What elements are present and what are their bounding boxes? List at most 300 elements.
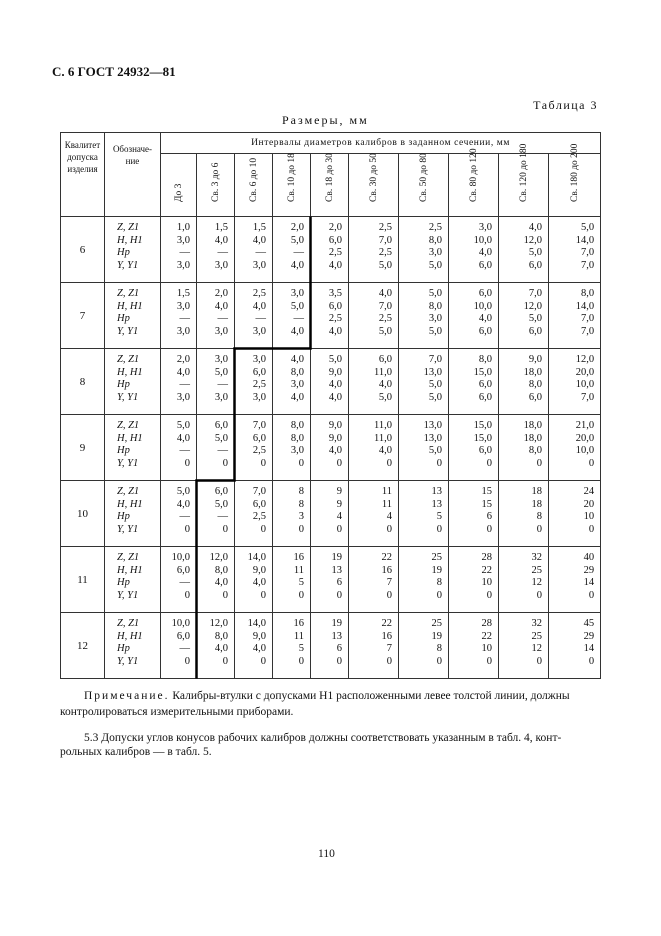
designation-label: H, H1 — [117, 498, 143, 510]
value: 3,0 — [428, 313, 442, 324]
value: 4,0 — [378, 379, 392, 390]
value-cell — [399, 349, 449, 415]
value: 7,0 — [580, 259, 595, 271]
value: 12,0 — [209, 618, 228, 629]
units-label: Размеры, мм — [282, 113, 369, 127]
designation-label: Z, Z1 — [117, 420, 140, 431]
value-cell — [549, 283, 601, 349]
value: 0 — [386, 523, 392, 535]
value-cell — [161, 415, 197, 481]
page-header: С. 6 ГОСТ 24932—81 — [52, 64, 176, 79]
value: 22 — [481, 564, 492, 576]
value: 18,0 — [523, 420, 542, 431]
value: 0 — [336, 457, 342, 469]
value-cell — [449, 217, 499, 283]
value: 19 — [431, 564, 442, 576]
designation-label: H, H1 — [117, 300, 143, 312]
designation-label: Hp — [117, 511, 130, 522]
value: 0 — [436, 523, 442, 535]
value: — — [255, 247, 266, 258]
table-row — [61, 613, 601, 679]
value: 5,0 — [328, 354, 342, 365]
table-row — [61, 415, 601, 481]
value: 9 — [336, 498, 342, 510]
designation-cell — [105, 349, 161, 415]
designation-label: H, H1 — [117, 366, 143, 378]
value: — — [179, 445, 190, 456]
value: 8,0 — [580, 288, 595, 299]
value: 19 — [431, 630, 442, 642]
value: 11 — [293, 564, 304, 576]
value: 5,0 — [214, 432, 228, 444]
value-cell — [499, 415, 549, 481]
value: 2,5 — [328, 313, 342, 324]
value: 6,0 — [478, 259, 492, 271]
value: 0 — [336, 589, 342, 601]
value: 13 — [431, 486, 442, 497]
value: 5,0 — [428, 391, 442, 403]
value: 2,5 — [252, 511, 266, 522]
value: 3,0 — [252, 259, 266, 271]
value: 18 — [531, 498, 542, 510]
value: 5,0 — [528, 313, 542, 324]
value: 4,0 — [290, 259, 304, 271]
value-cell — [235, 217, 273, 283]
value: 0 — [386, 655, 392, 667]
designation-cell — [105, 547, 161, 613]
value: 0 — [588, 523, 595, 535]
value: 15,0 — [473, 432, 492, 444]
tolerance-table — [60, 132, 601, 679]
value: 4,0 — [252, 234, 266, 246]
page-number: 110 — [318, 848, 335, 860]
value: 10,0 — [473, 300, 492, 312]
kvalitet-cell: 7 — [61, 283, 105, 349]
value-cell — [161, 547, 197, 613]
value-cell — [449, 481, 499, 547]
table-label: Таблица 3 — [533, 98, 598, 112]
value: 10,0 — [171, 618, 190, 629]
value: 19 — [331, 552, 342, 563]
value: 1,5 — [176, 288, 190, 299]
designation-label: Z, Z1 — [117, 552, 140, 563]
value: 3,0 — [478, 222, 492, 233]
value-cell — [349, 217, 399, 283]
value: 8,0 — [290, 432, 304, 444]
value: 0 — [436, 589, 442, 601]
value: 6,0 — [478, 445, 492, 456]
value: 15,0 — [473, 366, 492, 378]
value: 13,0 — [423, 432, 442, 444]
value: 0 — [486, 523, 492, 535]
value-cell — [449, 283, 499, 349]
value-cell — [273, 217, 311, 283]
value: 6,0 — [478, 325, 492, 337]
value: 9 — [336, 486, 342, 497]
value: 6 — [336, 577, 342, 588]
value-cell — [349, 613, 399, 679]
value: — — [179, 313, 190, 324]
header-interval: Св. 120 до 180 — [499, 154, 549, 217]
value: 10,0 — [575, 445, 595, 456]
designation-label: Z, Z1 — [117, 354, 140, 365]
value: 19 — [331, 618, 342, 629]
value: 14 — [583, 643, 595, 654]
value: 2,5 — [378, 247, 392, 258]
value-cell — [273, 613, 311, 679]
value: 5,0 — [528, 247, 542, 258]
kvalitet-cell: 8 — [61, 349, 105, 415]
value-cell — [161, 217, 197, 283]
value-cell — [273, 481, 311, 547]
value: 4,0 — [214, 234, 228, 246]
value-cell — [311, 217, 349, 283]
value: 2,5 — [252, 445, 266, 456]
designation-cell — [105, 283, 161, 349]
value: 5 — [298, 643, 304, 654]
value: — — [217, 379, 228, 390]
value: 5 — [436, 511, 442, 522]
value: 5 — [298, 577, 304, 588]
kvalitet-cell: 6 — [61, 217, 105, 283]
value: 8,0 — [478, 354, 492, 365]
value: 0 — [222, 457, 228, 469]
value-cell — [399, 481, 449, 547]
designation-cell — [105, 481, 161, 547]
value: 4,0 — [290, 325, 304, 337]
value-cell — [197, 283, 235, 349]
value: 6,0 — [328, 234, 342, 246]
paragraph-5-3: 5.3 Допуски углов конусов рабочих калибров должны соответствовать указанным в табл. 4, конт- — [84, 732, 562, 744]
value-cell — [197, 613, 235, 679]
value: 10 — [481, 643, 492, 654]
designation-label: Z, Z1 — [117, 618, 140, 629]
value: 0 — [184, 655, 190, 667]
value: 1,5 — [214, 222, 228, 233]
value: 0 — [486, 655, 492, 667]
value: 7,0 — [378, 234, 392, 246]
value: 28 — [481, 618, 492, 629]
value: 8,0 — [528, 379, 542, 390]
value-cell — [311, 481, 349, 547]
designation-cell — [105, 217, 161, 283]
value: 3,0 — [214, 354, 228, 365]
value: 6,0 — [252, 432, 266, 444]
value: 0 — [536, 457, 542, 469]
value: 4 — [336, 511, 342, 522]
value: 8,0 — [290, 366, 304, 378]
value: 16 — [381, 630, 392, 642]
value: 13 — [431, 498, 442, 510]
header-interval: Св. 3 до 6 — [197, 154, 235, 217]
value: 20 — [583, 498, 595, 510]
value: 18,0 — [523, 366, 542, 378]
value: 3,0 — [428, 247, 442, 258]
value: 10,0 — [171, 552, 190, 563]
value: 4,0 — [328, 391, 342, 403]
value: 6,0 — [478, 379, 492, 390]
value: 11 — [293, 630, 304, 642]
value: 29 — [583, 630, 595, 642]
value: — — [217, 313, 228, 324]
value-cell — [235, 349, 273, 415]
value: 5,0 — [378, 391, 392, 403]
kvalitet-cell: 10 — [61, 481, 105, 547]
value: 2,5 — [328, 247, 342, 258]
value: 8,0 — [528, 445, 542, 456]
note-label: Примечание. — [84, 690, 170, 702]
value: 1,5 — [252, 222, 266, 233]
value: 0 — [588, 589, 595, 601]
value: 11 — [381, 486, 392, 497]
value: 7,0 — [580, 313, 595, 324]
value: 9,0 — [328, 366, 342, 378]
value: 3,0 — [290, 445, 304, 456]
value-cell — [311, 547, 349, 613]
value: 0 — [336, 655, 342, 667]
table-row — [61, 547, 601, 613]
value: 8 — [436, 577, 442, 588]
header-interval: Св. 10 до 18 — [273, 154, 311, 217]
value: 4,0 — [252, 300, 266, 312]
value: 6,0 — [528, 325, 542, 337]
value: 3,0 — [176, 259, 190, 271]
designation-label: Y, Y1 — [117, 325, 139, 337]
value: 9,0 — [252, 630, 266, 642]
value: 13 — [331, 564, 342, 576]
header-interval: Св. 18 до 30 — [311, 154, 349, 217]
value: 11,0 — [374, 420, 392, 431]
designation-label: Y, Y1 — [117, 523, 139, 535]
value: 0 — [298, 589, 304, 601]
value: 0 — [260, 523, 266, 535]
value: 15 — [481, 498, 492, 510]
value-cell — [549, 613, 601, 679]
value-cell — [549, 349, 601, 415]
value: 9,0 — [328, 432, 342, 444]
value: 18 — [531, 486, 542, 497]
value: 14,0 — [247, 552, 266, 563]
value: 0 — [222, 589, 228, 601]
value: 8 — [436, 643, 442, 654]
value-cell — [549, 217, 601, 283]
value-cell — [235, 415, 273, 481]
designation-label: H, H1 — [117, 234, 143, 246]
value-cell — [499, 283, 549, 349]
value: 4,0 — [478, 247, 492, 258]
value: 12,0 — [523, 300, 542, 312]
header-interval: Св. 6 до 10 — [235, 154, 273, 217]
value: 4,0 — [176, 366, 190, 378]
value: 8,0 — [290, 420, 304, 431]
table-row — [61, 283, 601, 349]
value: 1,0 — [176, 222, 190, 233]
value: 8 — [298, 498, 304, 510]
designation-label: H, H1 — [117, 564, 143, 576]
value: 5,0 — [290, 234, 304, 246]
value: 15,0 — [473, 420, 492, 431]
header-interval: Св. 180 до 200 — [549, 154, 601, 217]
value-cell — [161, 283, 197, 349]
value: 4,0 — [214, 300, 228, 312]
value: 22 — [481, 630, 492, 642]
value: 7,0 — [252, 420, 266, 431]
value: 9,0 — [252, 564, 266, 576]
value: 2,5 — [428, 222, 442, 233]
value: 29 — [583, 564, 595, 576]
value-cell — [311, 349, 349, 415]
header-intervals: Интервалы диаметров калибров в заданном сечении, мм — [161, 133, 601, 154]
designation-label: Hp — [117, 577, 130, 588]
value: 2,5 — [252, 288, 266, 299]
value: 5,0 — [428, 445, 442, 456]
value: 12 — [531, 643, 542, 654]
value: 32 — [531, 618, 542, 629]
value: 4,0 — [290, 391, 304, 403]
value-cell — [349, 481, 399, 547]
value-cell — [449, 613, 499, 679]
value: 5,0 — [378, 325, 392, 337]
value: 3,0 — [176, 300, 190, 312]
value: — — [217, 511, 228, 522]
value: 4,0 — [378, 288, 392, 299]
value: 6,0 — [214, 486, 228, 497]
value-cell — [311, 283, 349, 349]
value: 24 — [583, 486, 595, 497]
value: 7,0 — [428, 354, 442, 365]
value: 0 — [298, 457, 304, 469]
value: 3,0 — [252, 325, 266, 337]
value-cell — [235, 547, 273, 613]
value: 0 — [184, 523, 190, 535]
value: 32 — [531, 552, 542, 563]
value: 6,0 — [478, 288, 492, 299]
value: 6,0 — [528, 391, 542, 403]
value: 7,0 — [378, 300, 392, 312]
value: 3,0 — [290, 288, 304, 299]
value: 45 — [583, 618, 595, 629]
value: 13,0 — [423, 420, 442, 431]
value: — — [293, 313, 304, 324]
value-cell — [235, 283, 273, 349]
value: 4,0 — [328, 379, 342, 390]
value: 0 — [260, 457, 266, 469]
designation-label: Z, Z1 — [117, 288, 140, 299]
value: 22 — [381, 552, 392, 563]
value: 5,0 — [176, 420, 190, 431]
value: 3,0 — [214, 259, 228, 271]
value: 0 — [298, 655, 304, 667]
value: 3 — [298, 511, 304, 522]
kvalitet-cell: 9 — [61, 415, 105, 481]
value: 12,0 — [209, 552, 228, 563]
value: 6,0 — [214, 420, 228, 431]
value: 6 — [486, 511, 492, 522]
value: 25 — [531, 630, 542, 642]
value: 14,0 — [575, 234, 595, 246]
value: 5,0 — [176, 486, 190, 497]
value-cell — [549, 547, 601, 613]
value-cell — [197, 547, 235, 613]
designation-label: H, H1 — [117, 432, 143, 444]
value: 11 — [381, 498, 392, 510]
value: 12,0 — [523, 234, 542, 246]
value: 0 — [486, 589, 492, 601]
value-cell — [549, 415, 601, 481]
table-row — [61, 349, 601, 415]
value: 40 — [583, 552, 595, 563]
value-cell — [273, 547, 311, 613]
value: 5,0 — [214, 498, 228, 510]
value-cell — [449, 349, 499, 415]
value: 2,0 — [328, 222, 342, 233]
value: 20,0 — [575, 432, 595, 444]
value: 4,0 — [176, 498, 190, 510]
value: 6,0 — [252, 498, 266, 510]
value: 4,0 — [478, 313, 492, 324]
kvalitet-cell: 11 — [61, 547, 105, 613]
value-cell — [161, 481, 197, 547]
value: 4,0 — [176, 432, 190, 444]
value: 14 — [583, 577, 595, 588]
note-text: Калибры-втулки с допусками H1 расположенными левее толстой линии, должны — [172, 690, 570, 702]
value-cell — [235, 481, 273, 547]
header-kvalitet: Квалитет допуска изделия — [61, 133, 105, 217]
value: 2,5 — [378, 313, 392, 324]
value: 0 — [436, 457, 442, 469]
designation-label: Z, Z1 — [117, 222, 140, 233]
value: 10,0 — [575, 379, 595, 390]
value: 25 — [531, 564, 542, 576]
value-cell — [197, 415, 235, 481]
value-cell — [349, 415, 399, 481]
value: 2,0 — [290, 222, 304, 233]
value: 3,0 — [290, 379, 304, 390]
value: — — [179, 577, 190, 588]
value: 22 — [381, 618, 392, 629]
value: 25 — [431, 552, 442, 563]
value: 4 — [386, 511, 392, 522]
designation-cell — [105, 415, 161, 481]
value: 8,0 — [214, 564, 228, 576]
value: 18,0 — [523, 432, 542, 444]
value-cell — [311, 613, 349, 679]
value: 3,0 — [214, 391, 228, 403]
designation-label: Hp — [117, 247, 130, 258]
value: 0 — [588, 655, 595, 667]
header-interval: Св. 80 до 120 — [449, 154, 499, 217]
value: 5,0 — [290, 300, 304, 312]
designation-label: Hp — [117, 643, 130, 654]
value: 4,0 — [290, 354, 304, 365]
value: 5,0 — [214, 366, 228, 378]
value: 8 — [298, 486, 304, 497]
header-interval: Св. 50 до 80 — [399, 154, 449, 217]
value: — — [179, 643, 190, 654]
value: 0 — [184, 589, 190, 601]
value: 5,0 — [428, 325, 442, 337]
header-interval: Св. 30 до 50 — [349, 154, 399, 217]
value: 5,0 — [428, 379, 442, 390]
value: 9,0 — [528, 354, 542, 365]
value: 21,0 — [575, 420, 595, 431]
value: 2,5 — [252, 379, 266, 390]
value: 6 — [336, 643, 342, 654]
value-cell — [235, 613, 273, 679]
value: 8,0 — [428, 300, 442, 312]
value: 4,0 — [328, 259, 342, 271]
value: 28 — [481, 552, 492, 563]
